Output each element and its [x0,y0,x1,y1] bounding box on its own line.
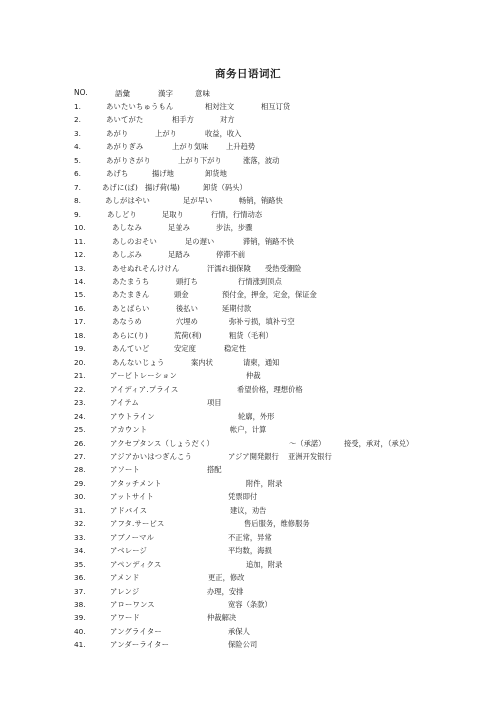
item-reading: アブノーマル [110,532,155,542]
item-meaning: 仲裁解决 [207,613,237,623]
item-reading: あいたいちゅうもん [106,102,174,111]
item-kanji: 荒荷(利) [174,330,202,340]
item-meaning: 行情，行情动态 [211,209,263,219]
item-kanji: 揚げ地 [152,169,174,179]
item-kanji: 汗濡れ損保険 [207,263,251,273]
item-number: 24. [74,411,86,421]
list-item [0,196,496,208]
list-item [0,223,496,235]
item-number: 35. [74,559,86,569]
item-reading: あんていど [112,344,150,354]
item-meaning: 帐户，计算 [230,425,267,435]
item-kanji: 頭打ち [176,276,198,286]
item-reading: あせぬれそんけけん [112,263,180,273]
item-reading: あたまきん [112,290,150,300]
item-meaning: 卸货地 [205,169,227,179]
item-reading: あしどり [107,209,137,219]
item-meaning: 滞销，销路不快 [243,236,295,246]
item-meaning: 追加，附录 [246,559,283,569]
item-kanji: 穴埋め [176,317,198,327]
list-item [0,573,496,585]
list-item [0,506,496,518]
item-reading: アジアかいはつぎんこう [110,451,193,461]
list-item [0,439,496,451]
item-meaning: 畅销，销路快 [239,196,283,206]
item-kanji: 上がり [155,128,177,138]
list-item [0,264,496,276]
item-meaning: 弥补亏损，填补亏空 [229,317,295,327]
list-item [0,304,496,316]
item-meaning: 轮廓，外形 [238,411,275,421]
item-reading: あがりさがり [106,155,151,165]
list-item [0,371,496,383]
list-item [0,640,496,652]
item-reading: あたまうち [112,276,150,286]
list-item [0,465,496,477]
list-item [0,290,496,302]
item-number: 3. [74,128,81,138]
list-item [0,142,496,154]
item-meaning: 请柬，通知 [243,357,280,367]
item-meaning: 涨落，波动 [243,155,280,165]
item-reading: あがり [106,128,129,138]
item-reading: あなうめ [112,317,142,327]
item-number: 31. [74,505,86,515]
item-number: 6. [74,169,81,179]
item-number: 34. [74,546,86,556]
list-item [0,183,496,195]
item-reading: あしぶみ [112,250,142,260]
list-item [0,600,496,612]
item-meaning: 建议，劝告 [230,505,267,515]
item-reading: アローワンス [110,600,155,610]
item-meaning: 凭票即付 [228,492,258,502]
item-number: 2. [74,115,81,125]
list-item [0,627,496,639]
item-meaning: 不正常，异常 [228,532,272,542]
item-meaning: 仲裁 [246,371,261,381]
list-item [0,492,496,504]
list-item [0,533,496,545]
item-number: 10. [74,223,86,233]
item-number: 38. [74,600,86,610]
item-reading: あとばらい [112,303,150,313]
list-item [0,129,496,141]
header-vocab: 語彙 [115,89,130,98]
item-meaning: 项目 [207,398,222,408]
item-kanji: 上がり気味 [172,142,209,152]
item-number: 40. [74,626,86,636]
header-meaning: 意味 [195,89,210,98]
header-kanji: 漢字 [158,89,173,98]
item-meaning: 延期付款 [222,303,252,313]
item-reading: アットサイト [110,492,154,502]
item-number: 41. [74,640,86,650]
item-meaning: 保险公司 [228,640,258,650]
item-kanji: 足並み [168,223,190,233]
item-reading: あしがはやい [105,196,150,206]
item-reading: アービトレーション [110,371,177,381]
item-meaning: 办理，安排 [207,586,244,596]
item-number: 23. [74,398,86,408]
item-number: 15. [74,290,86,300]
list-item [0,398,496,410]
item-number: 5. [74,155,81,165]
item-kanji: 足踏み [168,250,190,260]
header-no: NO. [74,88,88,97]
item-meaning: 希望价格，理想价格 [237,384,303,394]
item-reading: あしなみ [112,223,142,233]
list-item [0,102,496,114]
list-item [0,546,496,558]
item-kanji: アジア開発銀行 [228,451,279,461]
item-number: 26. [74,438,86,448]
list-item [0,412,496,424]
list-item [0,344,496,356]
item-meaning: 售后服务，维修服务 [244,519,310,529]
list-item [0,115,496,127]
item-number: 33. [74,532,86,542]
item-kanji: 案内状 [191,357,213,367]
item-number: 25. [74,425,86,435]
item-number: 14. [74,276,86,286]
item-number: 18. [74,330,86,340]
item-reading: アイテム [110,398,139,408]
item-number: 19. [74,344,86,354]
item-number: 9. [74,209,81,219]
item-reading: アメンド [110,573,140,583]
list-item [0,250,496,262]
item-number: 8. [74,196,81,206]
list-item [0,425,496,437]
item-reading: あげち [106,169,129,179]
item-reading: アフタ.サービス [110,519,165,529]
item-meaning: 接受，承对，（承兑） [344,438,414,448]
item-meaning: 稳定性 [224,344,246,354]
page-title: 商务日语词汇 [215,68,281,80]
list-item [0,479,496,491]
item-meaning: 行情涨到顶点 [238,276,282,286]
item-meaning: 停滞不前 [216,250,246,260]
item-reading: アウトライン [110,411,155,421]
item-meaning: 卸货（码头） [203,182,247,192]
item-number: 32. [74,519,86,529]
item-number: 20. [74,357,86,367]
list-item [0,452,496,464]
list-item [0,358,496,370]
item-number: 1. [74,102,81,111]
item-meaning: 平均数，海损 [228,546,272,556]
item-reading: アベレージ [110,546,148,556]
item-meaning: 受热受潮险 [265,263,302,273]
item-meaning: 对方 [220,115,235,125]
list-item [0,210,496,222]
list-item [0,587,496,599]
item-reading: アングライター [110,626,162,636]
item-meaning: 附件，附录 [246,478,283,488]
item-meaning: 相互订货 [261,102,291,111]
item-number: 13. [74,263,86,273]
item-number: 16. [74,303,86,313]
list-item [0,385,496,397]
item-kanji: 相手方 [172,115,194,125]
item-reading: アソート [110,465,140,475]
item-reading: あいてがた [106,115,144,125]
item-reading: あんないじょう [112,357,165,367]
list-item [0,331,496,343]
list-item [0,169,496,181]
item-reading: アクセプタンス（しょうだく） [110,438,215,448]
item-number: 29. [74,478,86,488]
item-number: 22. [74,384,86,394]
item-kanji: ～（承諾） [289,438,326,448]
item-meaning: 收益，收入 [205,128,242,138]
item-meaning: 上升趋势 [226,142,256,152]
item-meaning: 承保人 [228,626,250,636]
item-reading: あげに(ば) [102,182,139,192]
list-item [0,519,496,531]
item-number: 7. [74,182,81,192]
item-reading: アタッチメント [110,478,162,488]
item-meaning: 搭配 [207,465,222,475]
item-number: 17. [74,317,86,327]
item-reading: アペンディクス [110,559,162,569]
item-number: 28. [74,465,86,475]
list-item [0,156,496,168]
list-item [0,317,496,329]
item-number: 37. [74,586,86,596]
item-meaning: 预付金，押金，定金，保证金 [222,290,317,300]
list-item [0,237,496,249]
item-kanji: 揚げ荷(場) [145,182,180,192]
item-meaning: 粗货（毛利） [229,330,273,340]
item-number: 12. [74,250,86,260]
item-reading: アイディア.プライス [110,384,179,394]
item-kanji: 上がり下がり [178,155,222,165]
item-reading: アンダーライター [110,640,170,650]
item-reading: アワード [110,613,140,623]
item-reading: あしのおそい [112,236,157,246]
item-number: 27. [74,451,86,461]
item-kanji: 安定度 [174,344,196,354]
item-number: 4. [74,142,81,152]
item-number: 30. [74,492,86,502]
item-meaning: 宽容（条款） [228,600,272,610]
item-number: 36. [74,573,86,583]
item-reading: アカウント [110,425,148,435]
item-number: 21. [74,371,86,381]
item-kanji: 足の遅い [185,236,215,246]
item-meaning: 步法，步骤 [216,223,253,233]
item-kanji: 後払い [176,303,198,313]
item-number: 11. [74,236,86,246]
item-kanji: 相対注文 [205,102,235,111]
item-reading: あがりぎみ [106,142,144,152]
list-item [0,560,496,572]
item-meaning: 更正，修改 [208,573,245,583]
item-number: 39. [74,613,86,623]
item-reading: あらに(り) [112,330,149,340]
list-item [0,277,496,289]
item-reading: アドバイス [110,505,148,515]
item-kanji: 足が早い [183,196,213,206]
item-kanji: 足取り [162,209,184,219]
item-kanji: 頭金 [174,290,189,300]
item-meaning: 亚洲开发银行 [288,451,332,461]
list-item [0,613,496,625]
item-reading: アレンジ [110,586,140,596]
